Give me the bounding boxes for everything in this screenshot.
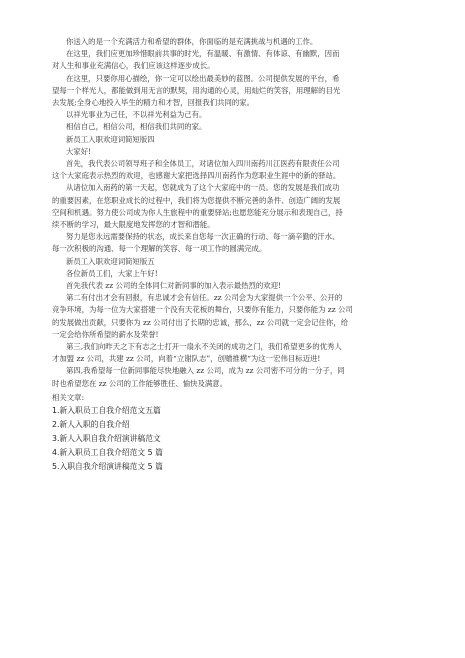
paragraph-line: 首先我代表 zz 公司的全体同仁对新同事的加入表示最热烈的欢迎!	[66, 281, 282, 291]
paragraph-line: 第三,我们向昨天之下有志之士打开一扇永不关闭的成功之门，我们希望更多的优秀人	[66, 342, 342, 352]
paragraph-line: 相信自己，相信公司，相信我们共同的家。	[66, 122, 207, 132]
paragraph-line: 第四,我希望每一位新同事能尽快地融入 zz 公司，成为 zz 公司密不可分的一分子，同	[66, 366, 345, 376]
paragraph-line: 竞争环境，为每一位为大家搭建一个没有天花板的舞台，只要你有能力，只要你能为 zz 公司	[52, 305, 353, 315]
paragraph-line: 以祥光事业为己任，不以祥光利益为己有。	[66, 110, 207, 120]
paragraph-line: 每一次积极的沟通、每一个理解的笑容、每一项工作的圆满完成。	[52, 244, 267, 254]
paragraph-line: 努力是您永远需要保持的状态，成长来自您每一次正确的行动、每一滴辛勤的汗水、	[66, 232, 340, 242]
paragraph-line: 首先，我代表公司领导班子和全体员工，对诸位加入四川南药川江医药有限责任公司	[66, 159, 340, 169]
related-article-link[interactable]: 5.入职自我介绍演讲稿范文 5 篇	[52, 462, 163, 472]
paragraph-line: 你送入的是一个充满活力和希望的群体，你面临的是充满挑战与机遇的工作。	[66, 37, 318, 46]
paragraph-line: 一定会给你所希望的薪水及荣誉!	[52, 329, 159, 339]
section-heading: 新员工入职欢迎词简短版四	[66, 134, 155, 144]
section-heading: 新员工入职欢迎词简短版五	[66, 256, 155, 266]
related-article-link[interactable]: 3.新人入职自我介绍演讲稿范文	[52, 434, 161, 444]
related-article-link[interactable]: 1.新入职员工自我介绍范文五篇	[52, 406, 161, 416]
paragraph-line: 去发展;全身心地投入毕生的精力和才智，回报我们共同的家。	[52, 98, 255, 108]
greeting: 大家好!	[66, 146, 92, 156]
paragraph-line: 这个大家庭表示热烈的欢迎，也感谢大家把选择四川南药作为您职业生涯中的新的驿站。	[52, 171, 341, 181]
related-article-link[interactable]: 2.新人入职的自我介绍	[52, 420, 130, 430]
paragraph-line: 对人生和事业充满信心，我们应该这样逐步成长。	[52, 61, 215, 71]
paragraph-line: 空间和机遇。努力使公司成为你人生旅程中的重要驿站;也愿您能充分展示和表现自己，持	[52, 207, 343, 217]
paragraph-line: 在这里，只要你用心描绘，你一定可以绘出最美妙的蓝图。公司提供发展的平台，希	[66, 73, 340, 83]
greeting: 各位新员工们，大家上午好!	[66, 268, 158, 278]
paragraph-line: 在这里，我们应更加珍惜眼前共事的时光，有温暖、有激情、有体谅、有幽默，因而	[66, 49, 340, 59]
paragraph-line: 从诸位加入南药的第一天起，您就成为了这个大家庭中的一员。您的发展是我们成功	[66, 183, 340, 193]
related-article-link[interactable]: 4.新入职员工自我介绍范文 5 篇	[52, 448, 163, 458]
paragraph-line: 续不断的学习，最大限度地发挥您的才智和潜能。	[52, 220, 215, 230]
paragraph-line: 时也希望您在 zz 公司的工作能够胜任、愉快及满意。	[52, 378, 228, 388]
paragraph-line: 望每一个样光人，都能做到用无言的默契，用沟通的心灵，用灿烂的笑容，用理解的目光	[52, 85, 341, 95]
paragraph-line: 的重要因素，在您职业成长的过程中，我们将为您提供不断完善的条件、创造广阔的发展	[52, 195, 341, 205]
paragraph-line: 的发展做出贡献，只要你为 zz 公司付出了长期的忠诚，那么，zz 公司就一定会记住你，给	[52, 317, 349, 327]
paragraph-line: 第二有付出才会有回报，有忠诚才会有信任。zz 公司会为大家提供一个公平、公开的	[66, 293, 343, 303]
paragraph-line: 才加盟 zz 公司，共建 zz 公司，向着“立谢队志”，创赠推横“为这一宏伟目标迈进!	[52, 354, 321, 364]
related-articles-title: 相关文章:	[52, 392, 85, 402]
